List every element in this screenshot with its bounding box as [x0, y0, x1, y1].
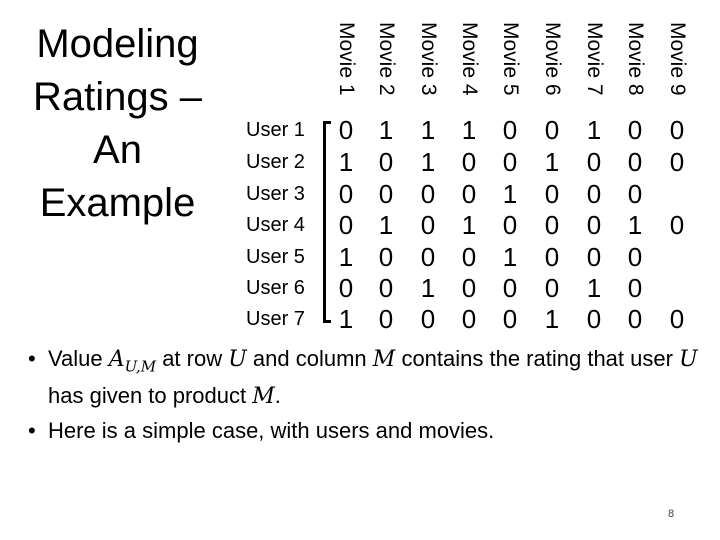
matrix-cell: 0: [627, 147, 643, 177]
user-row-label: User 7: [246, 308, 305, 330]
matrix-cell: 1: [544, 304, 560, 334]
matrix-cell: 1: [378, 210, 394, 240]
matrix-cell: 1: [420, 273, 436, 303]
matrix-cell: 0: [586, 242, 602, 272]
bullet-item: • Here is a simple case, with users and movies.: [28, 416, 708, 446]
movie-column-header: Movie 8: [624, 22, 647, 96]
matrix-cell: 0: [338, 115, 354, 145]
matrix-cell: 0: [461, 273, 477, 303]
matrix-cell: 1: [502, 242, 518, 272]
matrix-cell: 1: [461, 210, 477, 240]
user-variable: U: [679, 347, 698, 372]
matrix-cell: 1: [544, 147, 560, 177]
matrix-cell: 0: [502, 210, 518, 240]
movie-column-header: Movie 6: [541, 22, 564, 96]
matrix-cell: 0: [669, 115, 685, 145]
matrix-cell: 0: [627, 115, 643, 145]
title-line: Example: [39, 181, 196, 225]
matrix-cell: 1: [627, 210, 643, 240]
matrix-cell: 1: [338, 242, 354, 272]
bullet-text: at row: [162, 346, 223, 371]
matrix-cell: 0: [544, 273, 560, 303]
matrix-cell: 0: [544, 115, 560, 145]
matrix-cell: 1: [586, 115, 602, 145]
matrix-cell: 0: [338, 179, 354, 209]
matrix-cell: 0: [378, 273, 394, 303]
bullet-item: • Value $A_{U,M}$ at row U and column M contains the rating that user U has given to product M.: [28, 344, 708, 412]
matrix-cell: 0: [544, 242, 560, 272]
movie-column-header: Movie 5: [499, 22, 522, 96]
matrix-cell: 0: [502, 304, 518, 334]
matrix-cell: 0: [420, 242, 436, 272]
bullet-text: has given to product: [48, 383, 247, 409]
matrix-cell: 0: [669, 304, 685, 334]
movie-column-header: Movie 3: [417, 22, 440, 96]
matrix-cell: 1: [420, 147, 436, 177]
matrix-cell: 0: [461, 242, 477, 272]
matrix-cell: 0: [378, 304, 394, 334]
matrix-cell: 0: [627, 273, 643, 303]
matrix-cell: 1: [502, 179, 518, 209]
matrix-cell: 0: [669, 210, 685, 240]
matrix-cell: 0: [378, 242, 394, 272]
bullet-text: and column: [252, 346, 367, 371]
bullet-list: [28, 344, 708, 446]
matrix-cell: 0: [586, 304, 602, 334]
movie-column-header: Movie 2: [375, 22, 398, 96]
row-variable: U: [228, 347, 247, 372]
matrix-cell: 0: [502, 115, 518, 145]
movie-column-header: Movie 9: [666, 22, 689, 96]
movie-column-header: Movie 4: [458, 22, 481, 96]
matrix-cell: 0: [586, 147, 602, 177]
title-line: An: [93, 128, 142, 172]
matrix-cell: 1: [378, 115, 394, 145]
title-line: Modeling: [36, 22, 199, 66]
bullet-text: contains the rating that user: [401, 346, 673, 371]
movie-column-header: Movie 1: [335, 22, 358, 96]
matrix-cell: 1: [338, 304, 354, 334]
matrix-cell: 0: [627, 242, 643, 272]
matrix-cell: 0: [627, 179, 643, 209]
matrix-cell: 1: [338, 147, 354, 177]
matrix-cell: 0: [338, 210, 354, 240]
matrix-cell: 0: [586, 210, 602, 240]
user-row-label: User 3: [246, 183, 305, 205]
matrix-cell: 1: [586, 273, 602, 303]
title-line: Ratings –: [33, 75, 202, 119]
user-row-label: User 4: [246, 214, 305, 236]
page-number: 8: [668, 508, 675, 520]
bullet-text: Value: [48, 346, 103, 371]
matrix-cell: 0: [502, 273, 518, 303]
matrix-value-symbol: $A_{U,M}$: [108, 347, 157, 376]
matrix-cell: 0: [461, 304, 477, 334]
product-variable: M: [252, 384, 275, 410]
user-row-label: User 6: [246, 277, 305, 299]
matrix-cell: 0: [378, 147, 394, 177]
matrix-cell: 0: [544, 179, 560, 209]
matrix-left-bracket: [323, 121, 331, 323]
matrix-cell: 0: [502, 147, 518, 177]
matrix-cell: 0: [420, 210, 436, 240]
matrix-cell: 0: [420, 179, 436, 209]
matrix-cell: 0: [627, 304, 643, 334]
user-row-label: User 2: [246, 151, 305, 173]
user-row-label: User 5: [246, 246, 305, 268]
user-row-label: User 1: [246, 119, 305, 141]
matrix-cell: 1: [461, 115, 477, 145]
matrix-cell: 0: [544, 210, 560, 240]
column-variable: M: [372, 347, 396, 372]
matrix-cell: 0: [669, 147, 685, 177]
movie-column-header: Movie 7: [583, 22, 606, 96]
matrix-cell: 0: [338, 273, 354, 303]
matrix-cell: 0: [378, 179, 394, 209]
matrix-cell: 0: [461, 179, 477, 209]
matrix-cell: 0: [586, 179, 602, 209]
matrix-cell: 0: [420, 304, 436, 334]
matrix-cell: 1: [420, 115, 436, 145]
matrix-cell: 0: [461, 147, 477, 177]
